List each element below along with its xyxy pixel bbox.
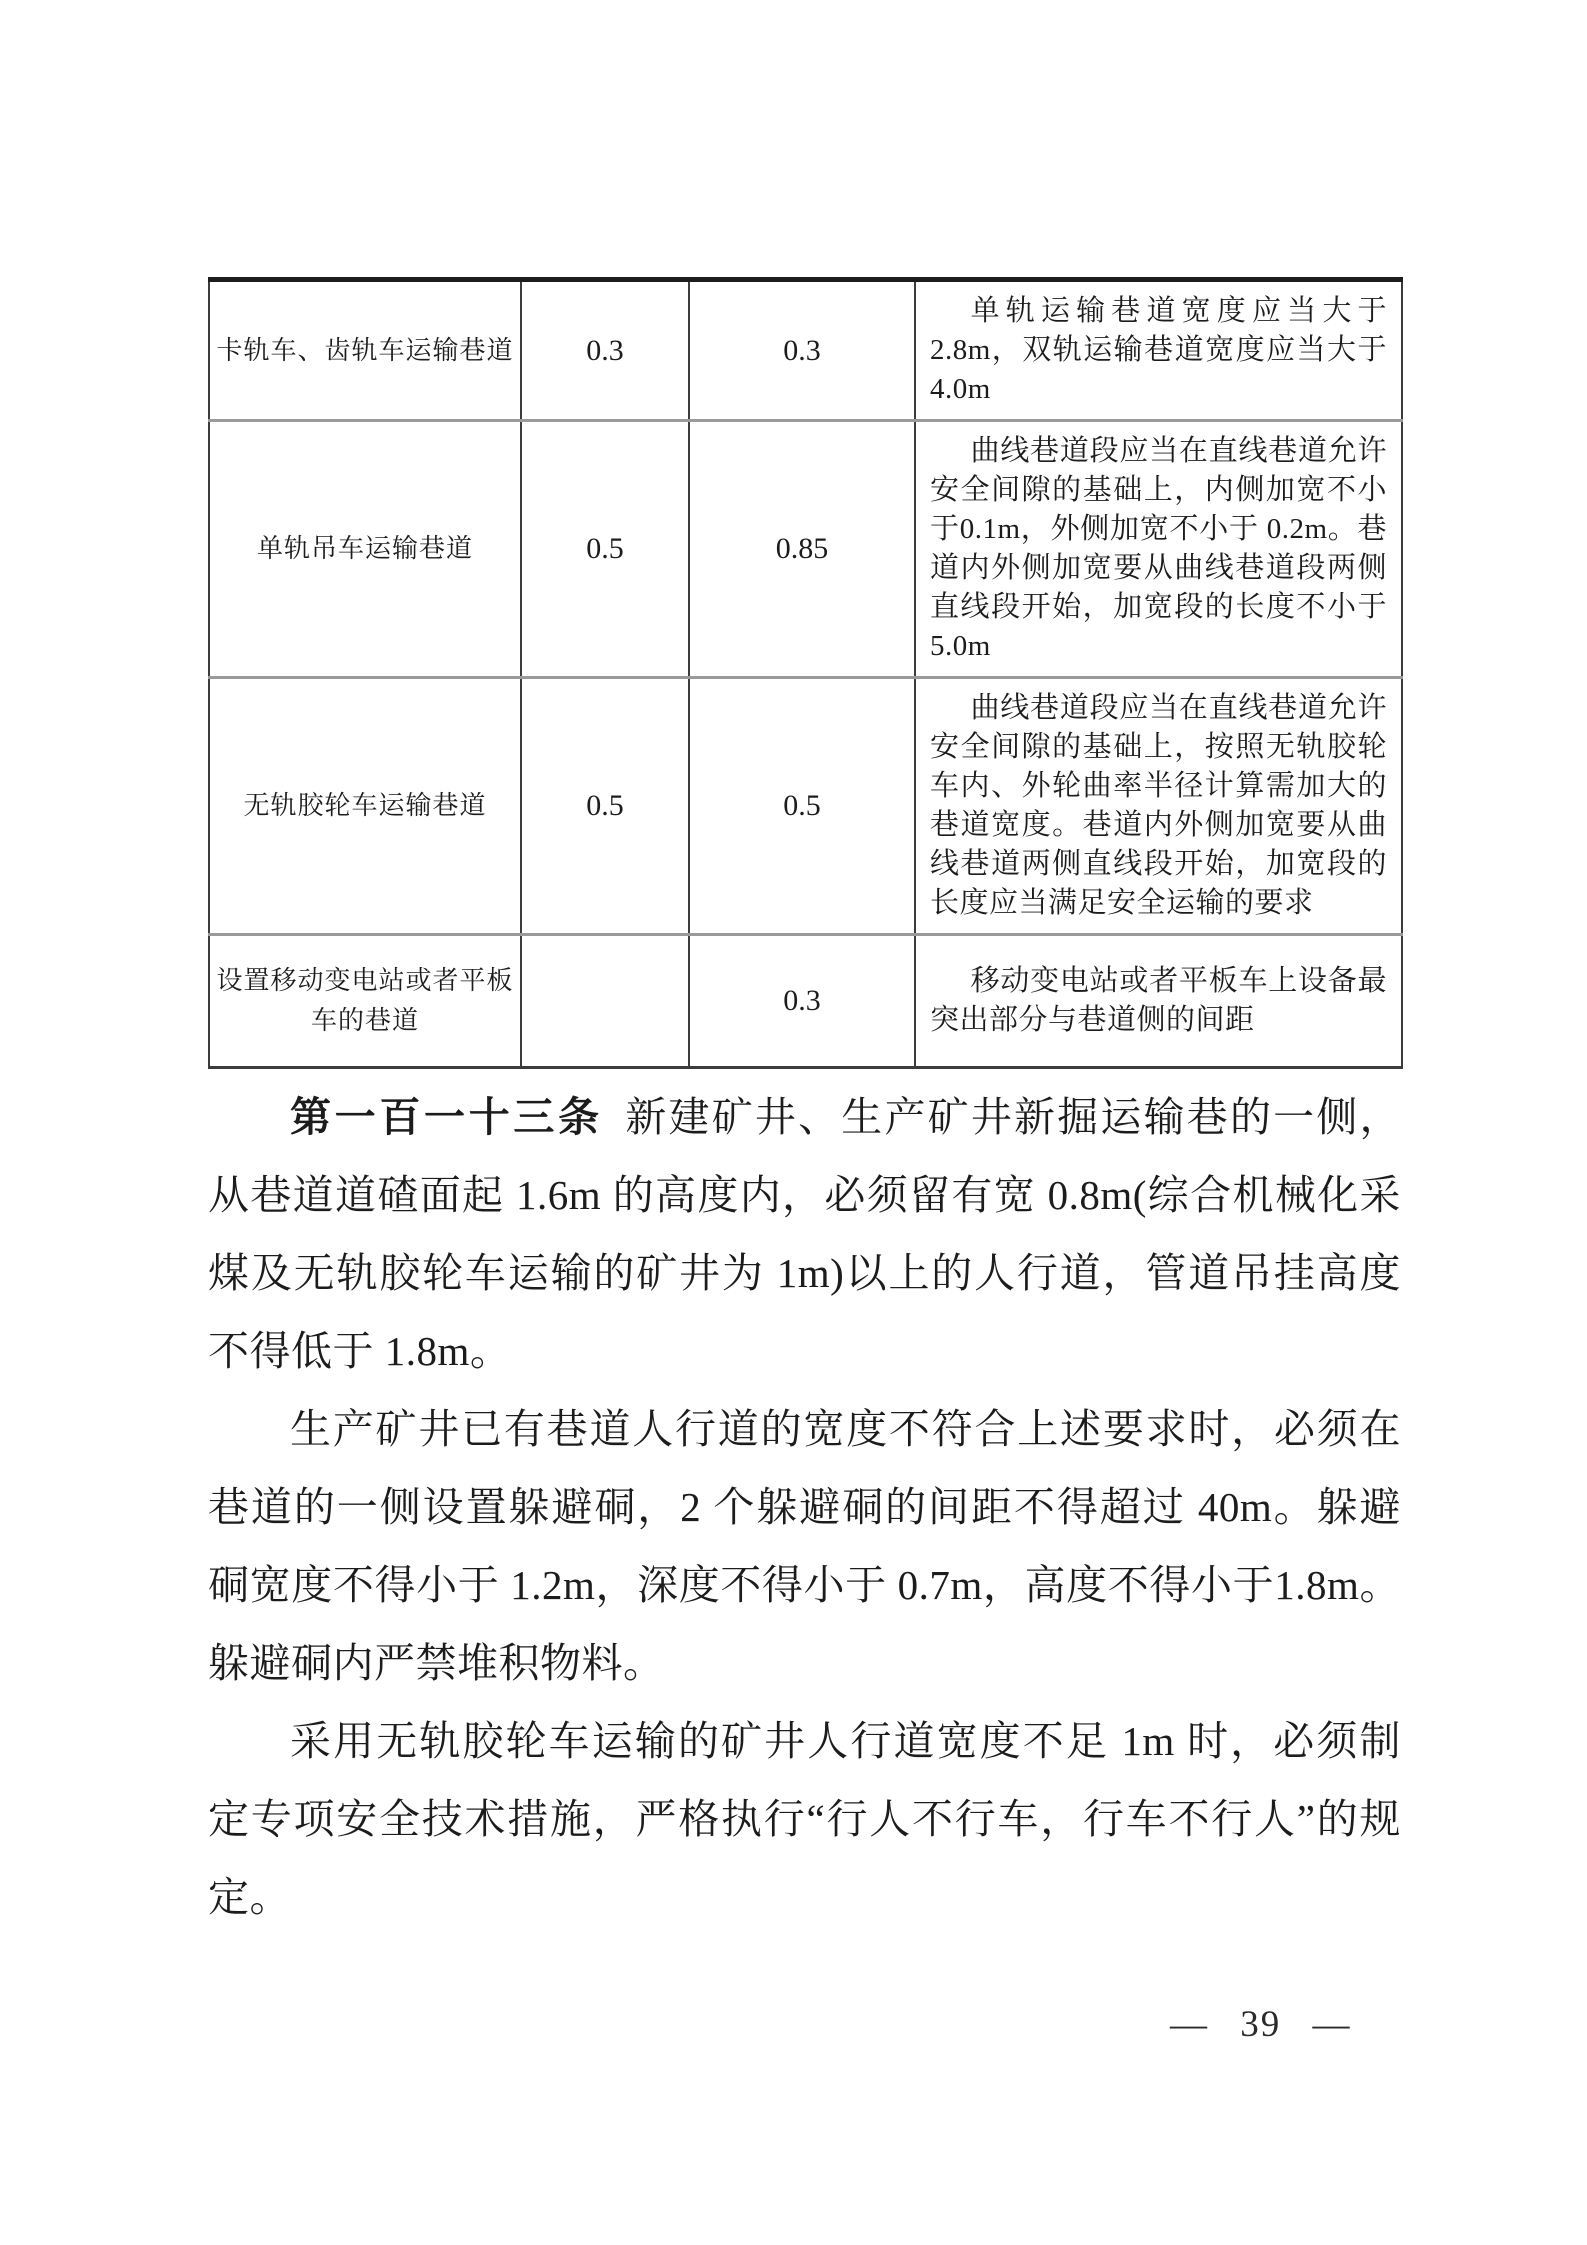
cell-clearance-value-1: 0.5 <box>521 421 689 678</box>
article-113-text-1: 新建矿井、生产矿井新掘运输巷的一侧，从巷道道碴面起 1.6m 的高度内，必须留有宽 0.8m(综合机械化采煤及无轨胶轮车运输的矿井为 1m)以上的人行道，管道吊挂高度不得低于 1.8m。 <box>208 1094 1402 1374</box>
cell-clearance-value-2: 0.5 <box>689 678 915 935</box>
cell-clearance-value-2: 0.3 <box>689 280 915 421</box>
cell-requirement-note: 移动变电站或者平板车上设备最突出部分与巷道侧的间距 <box>915 935 1402 1068</box>
article-113-paragraph-3 <box>208 1702 1401 1936</box>
page-number: — 39 — <box>1170 2004 1352 2045</box>
article-113-text-2: 生产矿井已有巷道人行道的宽度不符合上述要求时，必须在巷道的一侧设置躲避硐，2 个躲避硐的间距不得超过 40m。躲避硐宽度不得小于 1.2m，深度不得小于 0.7m，高度不得小于1.8m。躲避硐内严禁堆积物料。 <box>208 1406 1401 1686</box>
table-row <box>209 421 1402 678</box>
cell-tunnel-type: 卡轨车、齿轨车运输巷道 <box>216 335 514 365</box>
table-row <box>209 678 1402 935</box>
cell-requirement-note: 曲线巷道段应当在直线巷道允许安全间隙的基础上，内侧加宽不小于0.1m，外侧加宽不小于 0.2m。巷道内外侧加宽要从曲线巷道段两侧直线段开始，加宽段的长度不小于 5.0m <box>915 421 1402 678</box>
article-113-paragraph-2 <box>208 1390 1401 1702</box>
article-body <box>208 1078 1401 1936</box>
cell-tunnel-type: 单轨吊车运输巷道 <box>209 421 521 678</box>
table-row <box>209 935 1402 1068</box>
article-113-paragraph-1 <box>208 1078 1401 1390</box>
cell-clearance-value-1: 0.3 <box>521 280 689 421</box>
cell-clearance-value-1 <box>521 935 689 1068</box>
table-row <box>209 280 1402 421</box>
cell-requirement-note: 单轨运输巷道宽度应当大于2.8m，双轨运输巷道宽度应当大于 4.0m <box>915 280 1402 421</box>
cell-clearance-value-2: 0.85 <box>689 421 915 678</box>
cell-clearance-value-2: 0.3 <box>689 935 915 1068</box>
cell-requirement-note: 曲线巷道段应当在直线巷道允许安全间隙的基础上，按照无轨胶轮车内、外轮曲率半径计算需加大的巷道宽度。巷道内外侧加宽要从曲线巷道两侧直线段开始，加宽段的长度应当满足安全运输的要求 <box>915 678 1402 935</box>
cell-tunnel-type: 无轨胶轮车运输巷道 <box>209 678 521 935</box>
article-113-text-3: 采用无轨胶轮车运输的矿井人行道宽度不足 1m 时，必须制定专项安全技术措施，严格执行“行人不行车，行车不行人”的规定。 <box>208 1718 1401 1920</box>
cell-tunnel-type: 设置移动变电站或者平板车的巷道 <box>209 935 521 1068</box>
tunnel-clearance-table <box>208 277 1403 1069</box>
article-113-number: 第一百一十三条 <box>290 1094 603 1140</box>
cell-clearance-value-1: 0.5 <box>521 678 689 935</box>
